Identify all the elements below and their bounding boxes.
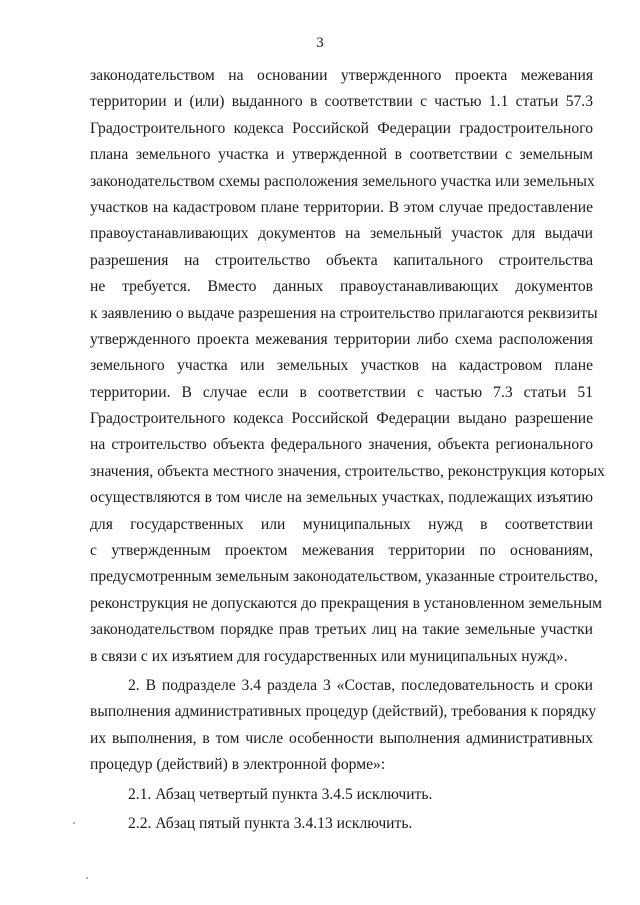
text-line: осуществляются в том числе на земельных участках, подлежащих изъятию [90, 489, 593, 507]
text-line: земельного участка или земельных участков на кадастровом плане [90, 357, 593, 375]
text-line: предусмотренным земельным законодательством, указанные строительство, [90, 568, 598, 586]
text-line: плана земельного участка и утвержденной в соответствии с земельным [90, 146, 593, 164]
page-number: 3 [316, 35, 324, 51]
text-line: к заявлению о выдаче разрешения на строительство прилагаются реквизиты [90, 304, 598, 322]
text-line: на строительство объекта федерального значения, объекта регионального [90, 436, 593, 454]
text-line: 2. В подразделе 3.4 раздела 3 «Состав, последовательность и сроки [128, 676, 593, 694]
text-line: Градостроительного кодекса Российской Федерации градостроительного [90, 119, 593, 137]
text-line: выполнения административных процедур (действий), требования к порядку [90, 703, 597, 721]
paragraph-continuation [90, 63, 605, 670]
text-line: для государственных или муниципальных нужд в соответствии [90, 515, 593, 533]
text-line: реконструкция не допускаются до прекращения в установленном земельным [90, 594, 602, 612]
text-line: законодательством порядке прав третьих лиц на такие земельные участки [90, 621, 593, 639]
text-line: не требуется. Вместо данных правоустанавливающих документов [90, 278, 593, 296]
paragraph-item-2-1 [90, 782, 593, 808]
text-line: 2.2. Абзац пятый пункта 3.4.13 исключить. [128, 814, 413, 832]
text-line: участков на кадастровом плане территории. В этом случае предоставление [90, 198, 593, 216]
text-line: с утвержденным проектом межевания территории по основаниям, [90, 542, 593, 560]
text-line: законодательством схемы расположения земельного участка или земельных [90, 172, 595, 190]
text-line: территории. В случае если в соответствии с частью 7.3 статьи 51 [90, 383, 593, 401]
text-line: процедур (действий) в электронной форме»: [90, 756, 386, 774]
scan-speck [86, 877, 88, 879]
text-line: территории и (или) выданного в соответствии с частью 1.1 статьи 57.3 [90, 93, 593, 111]
scan-speck [73, 822, 75, 824]
text-line: их выполнения, в том числе особенности выполнения административных [90, 729, 593, 747]
text-line: в связи с их изъятием для государственных или муниципальных нужд». [90, 647, 568, 665]
paragraph-item-2-2 [90, 811, 593, 837]
text-line: утвержденного проекта межевания территории либо схема расположения [90, 330, 593, 348]
document-body [90, 63, 605, 837]
text-line: разрешения на строительство объекта капитального строительства [90, 251, 593, 269]
text-line: значения, объекта местного значения, строительство, реконструкция которых [90, 462, 605, 480]
text-line: Градостроительного кодекса Российской Федерации выдано разрешение [90, 410, 593, 428]
text-line: 2.1. Абзац четвертый пункта 3.4.5 исключить. [128, 785, 433, 803]
text-line: правоустанавливающих документов на земельный участок для выдачи [90, 225, 593, 243]
text-line: законодательством на основании утвержденного проекта межевания [90, 67, 593, 84]
paragraph-item-2 [90, 673, 597, 779]
